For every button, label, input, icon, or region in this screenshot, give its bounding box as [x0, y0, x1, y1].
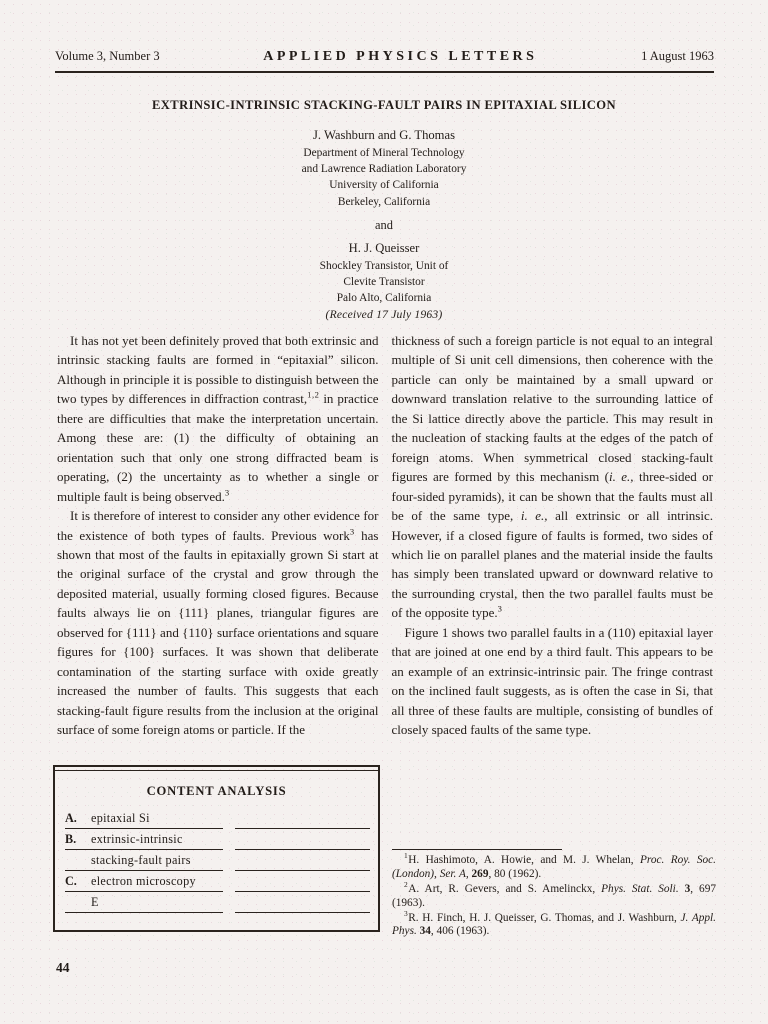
row-text: electron microscopy: [91, 874, 196, 888]
volume-number: Volume 3, Number 3: [55, 49, 160, 63]
footnote-rule: [392, 849, 562, 850]
blank-rule: [235, 850, 370, 871]
footnote-3: $^3$R. H. Finch, H. J. Queisser, G. Thomas, and J. Washburn, J. Appl. Phys. 34, 406 (1963).: [392, 908, 716, 938]
affiliation-line: Shockley Transistor, Unit of: [319, 259, 449, 272]
received-date: (Received 17 July 1963): [325, 308, 443, 322]
affiliation-line: Department of Mineral Technology: [303, 147, 465, 159]
header-rule: [55, 71, 714, 73]
content-analysis-row: [55, 871, 378, 892]
affiliation-line: and Lawrence Radiation Laboratory: [301, 163, 467, 176]
row-text: extrinsic-intrinsic: [91, 832, 183, 846]
blank-rule: [235, 808, 370, 829]
content-analysis-title: CONTENT ANALYSIS: [146, 784, 287, 798]
row-label: A.: [65, 811, 77, 825]
blank-rule: [235, 829, 370, 850]
paragraph: thickness of such a foreign particle is not equal to an integral multiple of Si unit cell dimensions, then coherence with the particle can only be maintained by a small upward or downward translation relative to the surrounding lattice of the Si lattice directly above the particle. This may result in the nucleation of stacking faults at the edges of the patch of foreign atoms. When symmetrical closed stacking-fault figures are formed by this mechanism (i. e., three-sided or four-sided pyramids), it can be shown that the faults must all be of the same type, i. e., all extrinsic or all intrinsic. However, if a closed figure of faults is formed, two sides of which lie on parallel planes and the material inside the faults has simply been translated upward or downward relative to the surrounding crystal, then the two parallel faults must be of the opposite type.$^3$: [391, 333, 713, 621]
row-text: E: [91, 895, 99, 909]
content-analysis-row: [55, 850, 378, 871]
row-text: epitaxial Si: [91, 811, 150, 825]
footnote-1: $^1$H. Hashimoto, A. Howie, and M. J. Whelan, Proc. Roy. Soc. (London), Ser. A, 269, 80 (1962).: [392, 851, 716, 881]
affiliation-line: Palo Alto, California: [336, 292, 432, 305]
blank-rule: [235, 871, 370, 892]
author-block: [100, 126, 668, 321]
body-columns: [57, 331, 713, 740]
footnote-2: $^2$A. Art, R. Gevers, and S. Amelinckx, Phys. Stat. Soli. 3, 697 (1963).: [392, 880, 717, 909]
paragraph: Figure 1 shows two parallel faults in a (110) epitaxial layer that are joined at one end by a third fault. This appears to be an example of an extrinsic-intrinsic pair. The fringe contrast on the inclined fault suggests, as is often the case in Si, that all three of these faults are multiple, consisting of bundles of closely spaced faults of the same type.: [391, 624, 713, 738]
author-connector: and: [375, 217, 393, 232]
content-analysis-row: [55, 892, 378, 913]
row-label: C.: [65, 874, 77, 888]
author-names-2: H. J. Queisser: [348, 240, 420, 255]
affiliation-line: Clevite Transistor: [343, 276, 425, 289]
author-names-1: J. Washburn and G. Thomas: [313, 128, 455, 142]
journal-title: APPLIED PHYSICS LETTERS: [263, 49, 538, 64]
row-text: stacking-fault pairs: [91, 853, 191, 867]
paragraph: It has not yet been definitely proved that both extrinsic and intrinsic stacking faults are formed in “epitaxial” silicon. Although in principle it is possible to distinguish between the two types by differences in diffraction contrast,$^{1,2}$ in practice there are difficulties that make the interpretation uncertain. Among these are: (1) the difficulty of obtaining an orientation such that only one strong diffracted beam is operating, (2) the uncertainty as to whether a single or multiple fault is being observed.$^3$: [57, 333, 379, 504]
issue-date: 1 August 1963: [641, 49, 714, 63]
footnotes: [392, 849, 716, 940]
right-column: [392, 331, 714, 740]
content-analysis-rows: [55, 808, 378, 913]
journal-header: [55, 49, 714, 67]
blank-rule: [235, 892, 370, 913]
content-analysis-row: [55, 808, 378, 829]
paragraph: It is therefore of interest to consider any other evidence for the existence of both types of faults. Previous work$^3$ has shown that most of the faults in epitaxially grown Si start at the original surface of the crystal and grow through the deposited material, usually forming closed figures. Because faults always lie on {111} planes, triangular figures are observed for {111} and {110} surface orientations and square figures for {100} surfaces. It was shown that deliberate contamination of the starting surface with oxide greatly increased the number of faults. This suggests that each stacking-fault figure results from the inclusion at the original surface of some foreign atoms or particle. If the: [57, 508, 379, 738]
article-title: EXTRINSIC-INTRINSIC STACKING-FAULT PAIRS IN EPITAXIAL SILICON: [152, 98, 616, 112]
left-column: [57, 331, 379, 740]
box-double-rule: [55, 770, 378, 771]
content-analysis-row: [55, 829, 378, 850]
row-label: B.: [65, 832, 77, 846]
affiliation-line: University of California: [329, 179, 439, 192]
affiliation-line: Berkeley, California: [337, 195, 431, 208]
content-analysis-box: [53, 765, 380, 932]
page-number: 44: [56, 960, 70, 975]
